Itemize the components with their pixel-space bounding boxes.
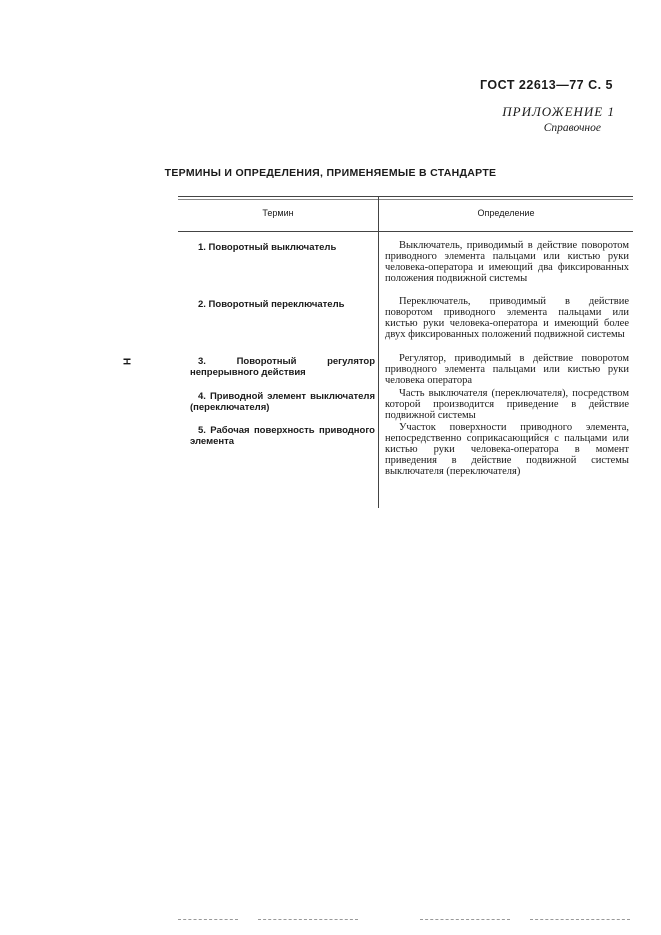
terms-table <box>178 196 633 508</box>
definition-5: Участок поверхности приводного элемента, непосредственно соприкасающийся с пальцами или кистью руки человека-оператора в момент приведения в действие подвижной системы выключателя (переключателя) <box>385 422 629 477</box>
footer-rule <box>178 919 238 920</box>
appendix-label: ПРИЛОЖЕНИЕ 1 <box>502 104 615 119</box>
definition-3: Регулятор, приводимый в действие поворотом приводного элемента пальцами или кистью руки человека оператора <box>385 353 629 386</box>
column-header-definition: Определение <box>477 208 535 218</box>
definition-1: Выключатель, приводимый в действие поворотом приводного элемента пальцами или кистью руки человека-оператора и имеющий два фиксированных положения подвижной системы <box>385 240 629 284</box>
term-3: 3. Поворотный регулятор непрерывного действия <box>190 356 375 378</box>
footer-rule <box>420 919 510 920</box>
term-1: 1. Поворотный выключатель <box>198 242 337 253</box>
term-4: 4. Приводной элемент выключателя (переключателя) <box>190 391 375 413</box>
document-title: ТЕРМИНЫ И ОПРЕДЕЛЕНИЯ, ПРИМЕНЯЕМЫЕ В СТАНДАРТЕ <box>164 167 497 179</box>
table-header-rule <box>178 231 633 232</box>
column-header-term: Термин <box>262 208 294 218</box>
table-column-divider <box>378 196 379 508</box>
table-top-rule <box>178 196 633 197</box>
definition-2: Переключатель, приводимый в действие поворотом приводного элемента пальцами или кистью руки человека-оператора и имеющий более двух фиксированных положений подвижной системы <box>385 296 629 340</box>
side-mark: Н <box>120 357 132 366</box>
definition-4: Часть выключателя (переключателя), посредством которой производится приведение в действие подвижной системы <box>385 388 629 421</box>
term-2: 2. Поворотный переключатель <box>198 299 345 310</box>
appendix-type: Справочное <box>543 122 601 134</box>
footer-rule <box>530 919 630 920</box>
standard-page-header: ГОСТ 22613—77 С. 5 <box>479 78 613 92</box>
table-top-rule-inner <box>178 199 633 200</box>
term-5: 5. Рабочая поверхность приводного элемента <box>190 425 375 447</box>
footer-rule <box>258 919 358 920</box>
